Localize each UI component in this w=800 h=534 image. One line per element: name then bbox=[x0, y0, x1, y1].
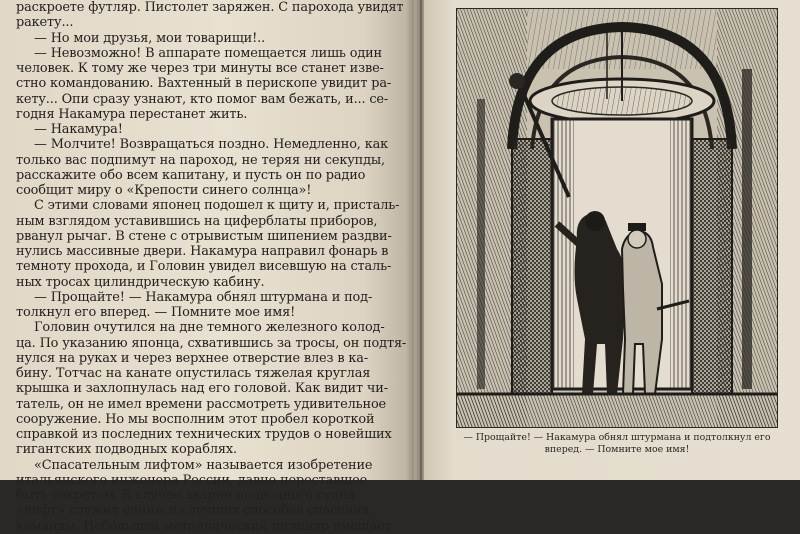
left-page-text bbox=[16, 0, 407, 534]
text-line: бину. Тотчас на канате опустилась тяжелая круглая bbox=[16, 366, 371, 381]
text-line: рванул рычаг. В стене с отрывистым шипением раздви- bbox=[16, 228, 392, 244]
text-line: человек. К тому же через три минуты все станет изве- bbox=[16, 61, 384, 76]
text-line: стно командованию. Вахтенный в перископе увидит ра- bbox=[16, 76, 392, 92]
caption-line: — Прощайте! — Накамура обнял штурмана и подтолкнул его bbox=[463, 432, 771, 443]
text-line: расскажите обо всем капитану, и пусть он по радио bbox=[16, 167, 366, 183]
text-line: ракету... bbox=[16, 15, 74, 31]
caption-line: вперед. — Помните мое имя! bbox=[544, 444, 690, 455]
text-line: команды. Небольшой металлический цилиндр вмещает bbox=[16, 518, 392, 534]
text-line: гигантских подводных кораблях. bbox=[16, 442, 237, 458]
text-line: нулся на руках и через верхнее отверстие влез в ка- bbox=[16, 350, 369, 366]
text-line: Головин очутился на дне темного железного колод- bbox=[34, 320, 385, 336]
illustration-caption bbox=[454, 432, 780, 456]
text-line: кету... Опи сразу узнают, кто помог вам бежать, и... се- bbox=[16, 91, 389, 107]
text-line: — Но мои друзья, мои товарищи!.. bbox=[34, 30, 266, 46]
text-line: — Молчите! Возвращаться поздно. Немедленно, как bbox=[34, 137, 389, 153]
text-line: татель, он не имел времени рассмотреть удивительное bbox=[16, 396, 387, 412]
text-line: толкнул его вперед. — Помните мое имя! bbox=[16, 305, 296, 320]
text-line: только вас подпимут на пароход, не теряя ни секупды, bbox=[16, 152, 385, 168]
text-line: С этими словами японец подошел к щиту и, присталь- bbox=[34, 198, 400, 214]
text-line: раскроете футляр. Пистолет заряжен. С парохода увидят bbox=[16, 0, 404, 15]
text-line: итальянского инженера России, давно переставшее bbox=[16, 472, 368, 488]
text-line: годня Накамура перестанет жить. bbox=[16, 106, 248, 122]
text-line: сообщит миру о «Крепости синего солнца»! bbox=[16, 183, 312, 198]
text-line: сооружение. Но мы восполним этот пробел короткой bbox=[16, 411, 375, 427]
right-page bbox=[424, 0, 800, 480]
text-line: — Невозможно! В аппарате помещается лишь один bbox=[34, 45, 383, 61]
text-line: — Прощайте! — Накамура обнял штурмана и под- bbox=[34, 289, 373, 305]
text-line: темноту прохода, и Головин увидел висевшую на сталь- bbox=[16, 259, 392, 275]
text-line: — Накамура! bbox=[34, 122, 123, 137]
text-line: «лифт» служит одним из лучших способов спасения bbox=[16, 503, 370, 519]
text-line: нулись массивные двери. Накамура направил фонарь в bbox=[16, 244, 389, 259]
text-line: быть секретом. В случае аварии подводного судна bbox=[16, 488, 356, 503]
engraving-illustration bbox=[456, 8, 778, 428]
text-line: ца. По указанию японца, схватившись за тросы, он подтя- bbox=[16, 335, 407, 351]
text-line: крышка и захлопнулась над его головой. Как видит чи- bbox=[16, 381, 388, 397]
text-line: «Спасательным лифтом» называется изобретение bbox=[34, 457, 373, 473]
text-line: ным взглядом уставившись на циферблаты приборов, bbox=[16, 213, 378, 229]
text-line: справкой из последних технических трудов о новейших bbox=[16, 427, 392, 442]
text-line: ных тросах цилиндрическую кабину. bbox=[16, 274, 265, 290]
